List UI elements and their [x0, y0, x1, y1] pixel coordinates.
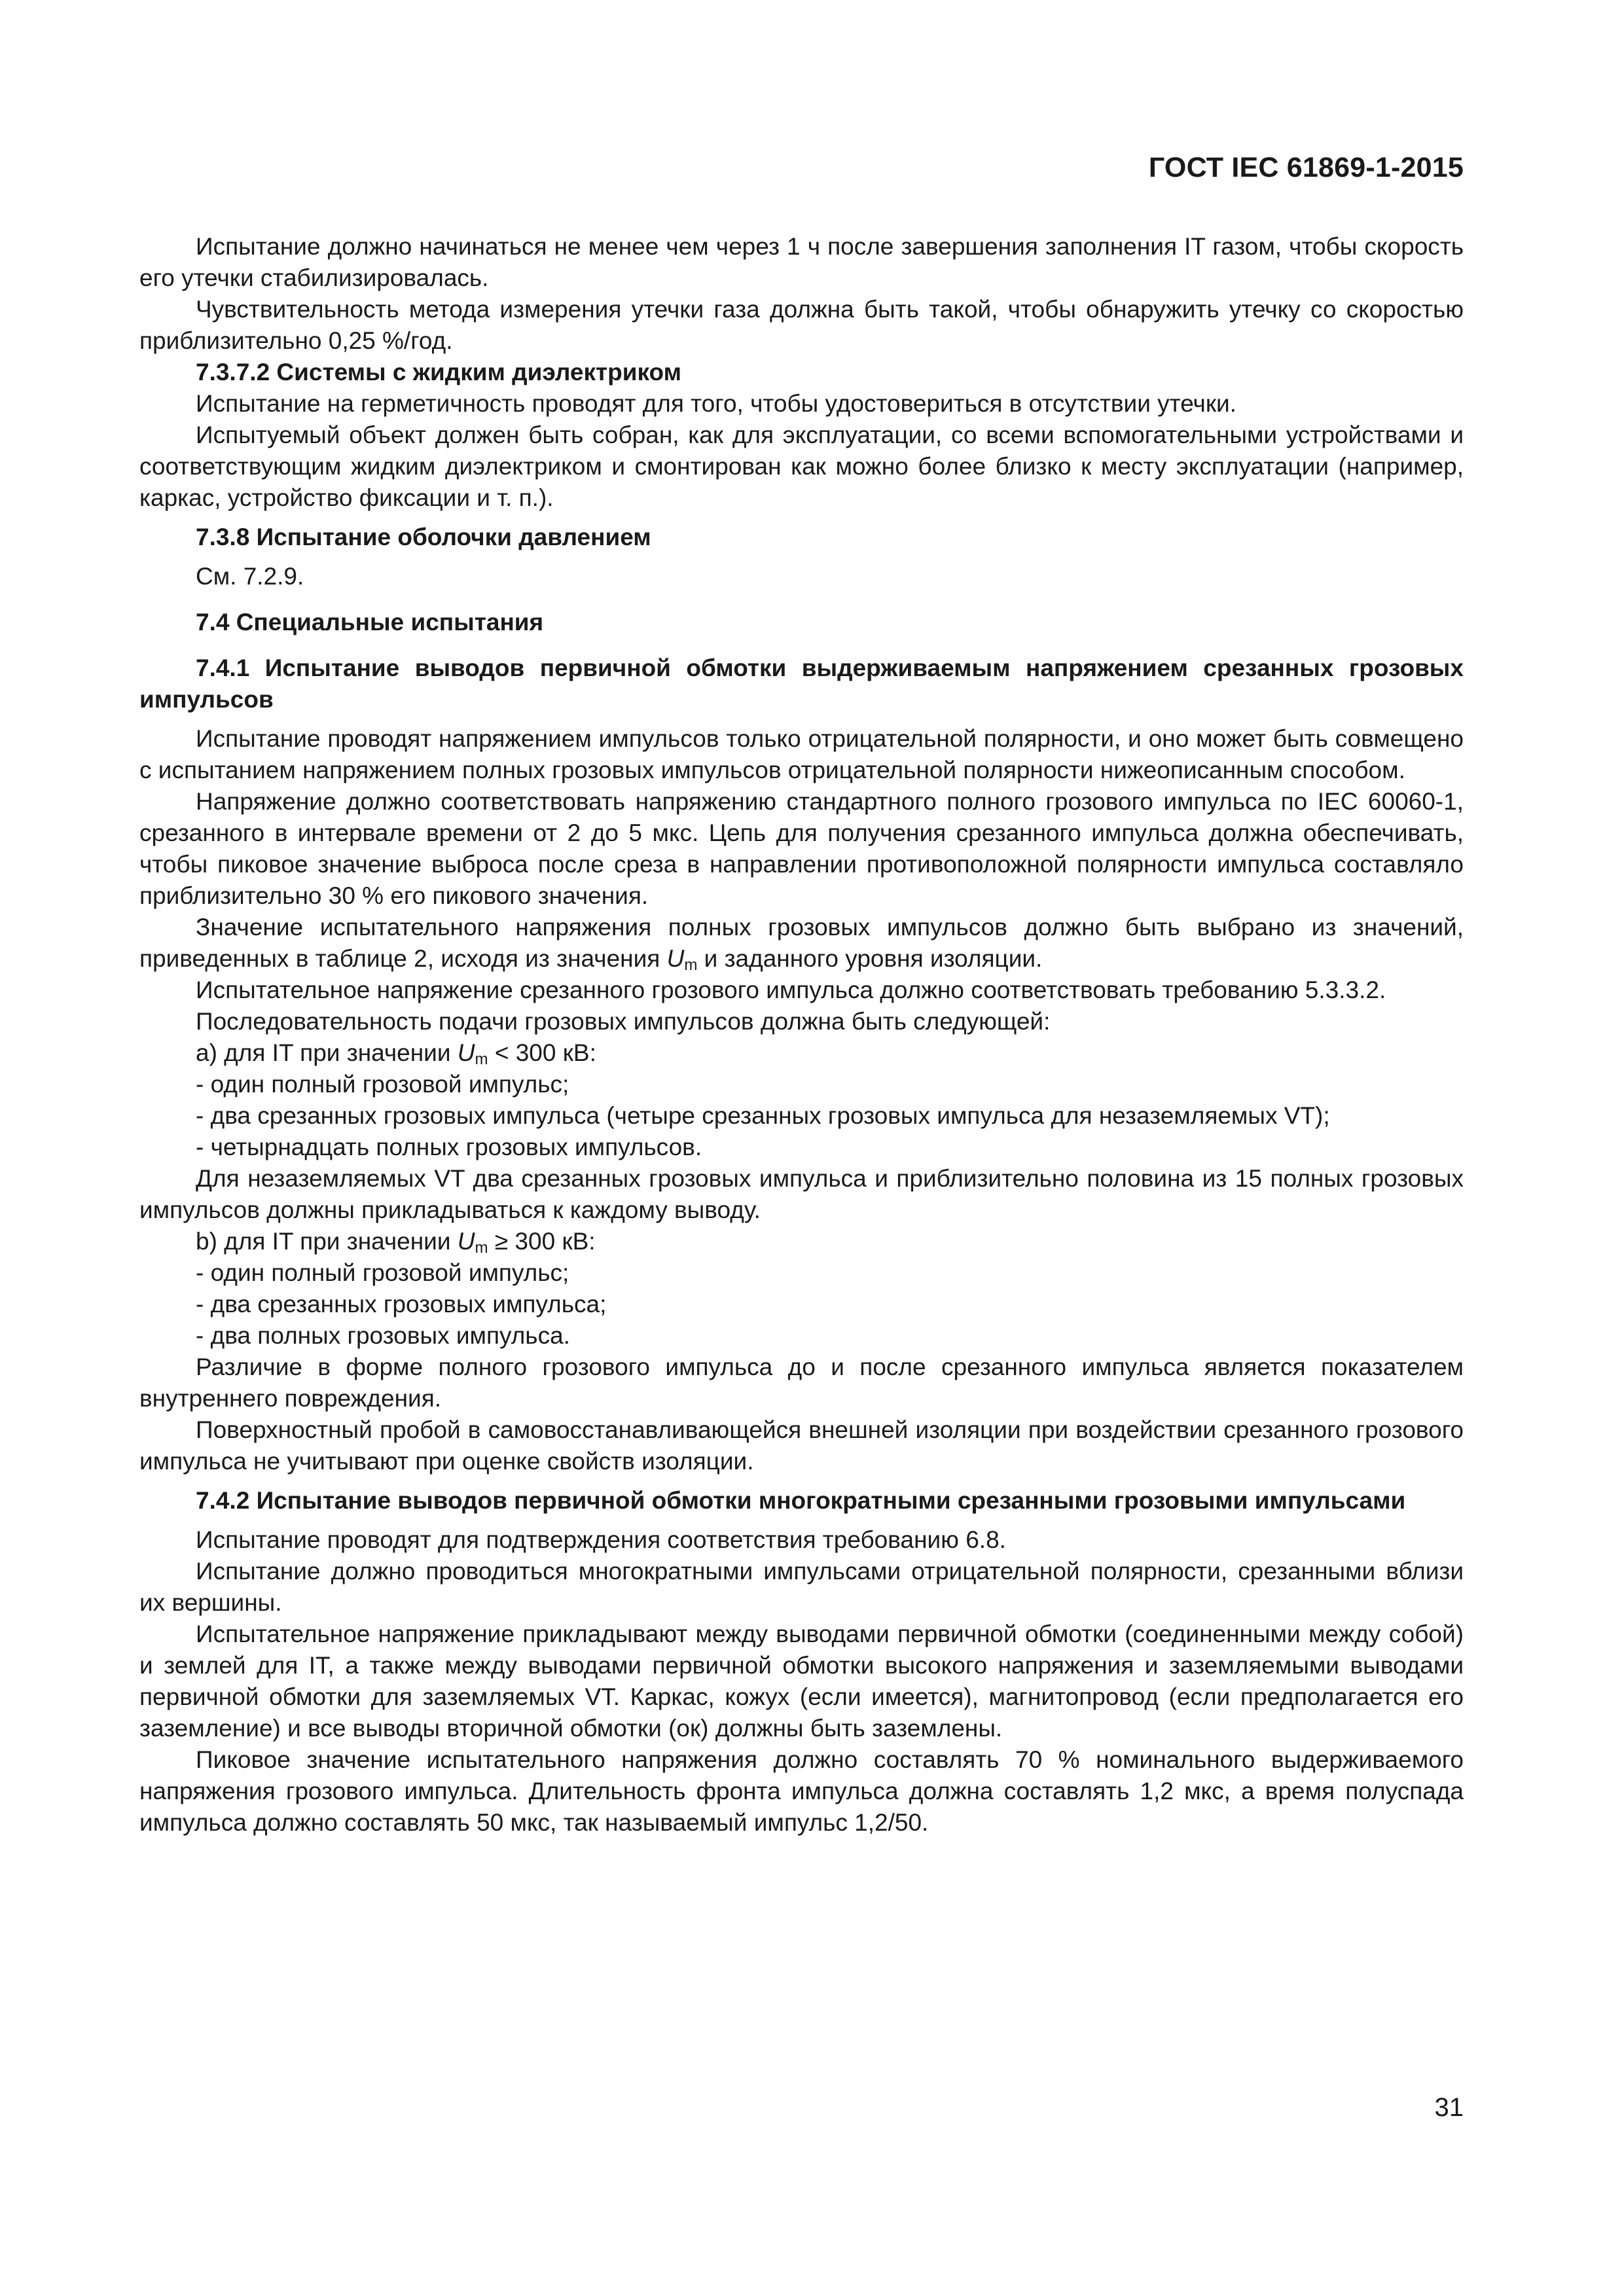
symbol-u: U	[457, 1228, 475, 1255]
paragraph: Напряжение должно соответствовать напряжению стандартного полного грозового импульса по IEC 60060-1, срезанного в интервале времени от 2 до 5 мкс. Цепь для получения срезанного импульса должна обеспечивать, чтобы пиковое значение выброса после среза в направлении противоположной полярности импульса составляло приблизительно 30 % его пикового значения.	[139, 788, 1464, 909]
list-item: - два срезанных грозовых импульса (четыре срезанных грозовых импульса для незаземляемых VT);	[196, 1102, 1330, 1129]
section-heading-7-4: 7.4 Специальные испытания	[196, 609, 544, 636]
symbol-subscript: m	[475, 1050, 488, 1068]
paragraph: См. 7.2.9.	[196, 563, 304, 590]
text-run: ≥ 300 кВ:	[494, 1228, 596, 1255]
symbol-subscript: m	[684, 956, 698, 974]
symbol-u: U	[457, 1039, 475, 1066]
document-header: ГОСТ IEC 61869-1-2015	[1148, 152, 1464, 183]
document-body	[139, 231, 1464, 1839]
paragraph	[139, 912, 1464, 975]
paragraph: Испытание проводят напряжением импульсов только отрицательной полярности, и оно может быть совмещено с испытанием напряжением полных грозовых импульсов отрицательной полярности нижеописанным способом.	[139, 725, 1464, 783]
symbol-subscript: m	[475, 1238, 488, 1257]
paragraph: Для незаземляемых VT два срезанных грозовых импульса и приблизительно половина из 15 полных грозовых импульсов должны прикладываться к каждому выводу.	[139, 1165, 1464, 1223]
section-heading-7-4-2: 7.4.2 Испытание выводов первичной обмотки многократными срезанными грозовыми импульсами	[196, 1487, 1406, 1514]
text-run: b) для IT при значении	[196, 1228, 451, 1255]
list-item: - один полный грозовой импульс;	[196, 1071, 569, 1098]
list-item: - четырнадцать полных грозовых импульсов.	[196, 1134, 702, 1160]
paragraph: Пиковое значение испытательного напряжения должно составлять 70 % номинального выдерживаемого напряжения грозового импульса. Длительность фронта импульса должна составлять 1,2 мкс, а время полуспада импульса должно составлять 50 мкс, так называемый импульс 1,2/50.	[139, 1746, 1464, 1836]
text-run: < 300 кВ:	[494, 1039, 596, 1066]
paragraph: Испытание на герметичность проводят для того, чтобы удостовериться в отсутствии утечки.	[196, 390, 1236, 417]
list-item	[139, 1226, 1464, 1257]
text-run: a) для IT при значении	[196, 1039, 451, 1066]
paragraph: Различие в форме полного грозового импульса до и после срезанного импульса является показателем внутреннего повреждения.	[139, 1354, 1464, 1412]
paragraph: Испытательное напряжение срезанного грозового импульса должно соответствовать требованию 5.3.3.2.	[196, 977, 1386, 1003]
list-item	[139, 1037, 1464, 1069]
section-heading-7-4-1: 7.4.1 Испытание выводов первичной обмотки выдерживаемым напряжением срезанных грозовых импульсов	[139, 655, 1464, 713]
paragraph: Испытание должно проводиться многократными импульсами отрицательной полярности, срезанными вблизи их вершины.	[139, 1558, 1464, 1616]
section-heading-7-3-7-2: 7.3.7.2 Системы с жидким диэлектриком	[196, 359, 682, 386]
paragraph: Испытуемый объект должен быть собран, как для эксплуатации, со всеми вспомогательными устройствами и соответствующим жидким диэлектриком и смонтирован как можно более близко к месту эксплуатации (например, каркас, устройство фиксации и т. п.).	[139, 422, 1464, 511]
text-run: и заданного уровня изоляции.	[704, 945, 1043, 972]
list-item: - два срезанных грозовых импульса;	[196, 1291, 607, 1318]
text-run: Значение испытательного напряжения полных грозовых импульсов должно быть выбрано из значений, приведенных в таблице 2, исходя из значения	[139, 914, 1464, 972]
paragraph: Поверхностный пробой в самовосстанавливающейся внешней изоляции при воздействии срезанного грозового импульса не учитывают при оценке свойств изоляции.	[139, 1416, 1464, 1475]
list-item: - два полных грозовых импульса.	[196, 1322, 570, 1349]
paragraph: Испытание должно начинаться не менее чем через 1 ч после завершения заполнения IT газом, чтобы скорость его утечки стабилизировалась.	[139, 233, 1464, 291]
paragraph: Чувствительность метода измерения утечки газа должна быть такой, чтобы обнаружить утечку со скоростью приблизительно 0,25 %/год.	[139, 296, 1464, 354]
section-heading-7-3-8: 7.3.8 Испытание оболочки давлением	[196, 524, 651, 550]
paragraph: Испытательное напряжение прикладывают между выводами первичной обмотки (соединенными между собой) и землей для IT, а также между выводами первичной обмотки высокого напряжения и заземляемыми выводами первичной обмотки для заземляемых VT. Каркас, кожух (если имеется), магнитопровод (если предполагается его заземление) и все выводы вторичной обмотки (ок) должны быть заземлены.	[139, 1621, 1464, 1742]
page-number: 31	[1434, 2093, 1464, 2122]
paragraph: Последовательность подачи грозовых импульсов должна быть следующей:	[196, 1008, 1051, 1035]
symbol-u: U	[666, 945, 685, 972]
list-item: - один полный грозовой импульс;	[196, 1259, 569, 1286]
paragraph: Испытание проводят для подтверждения соответствия требованию 6.8.	[196, 1526, 1006, 1553]
